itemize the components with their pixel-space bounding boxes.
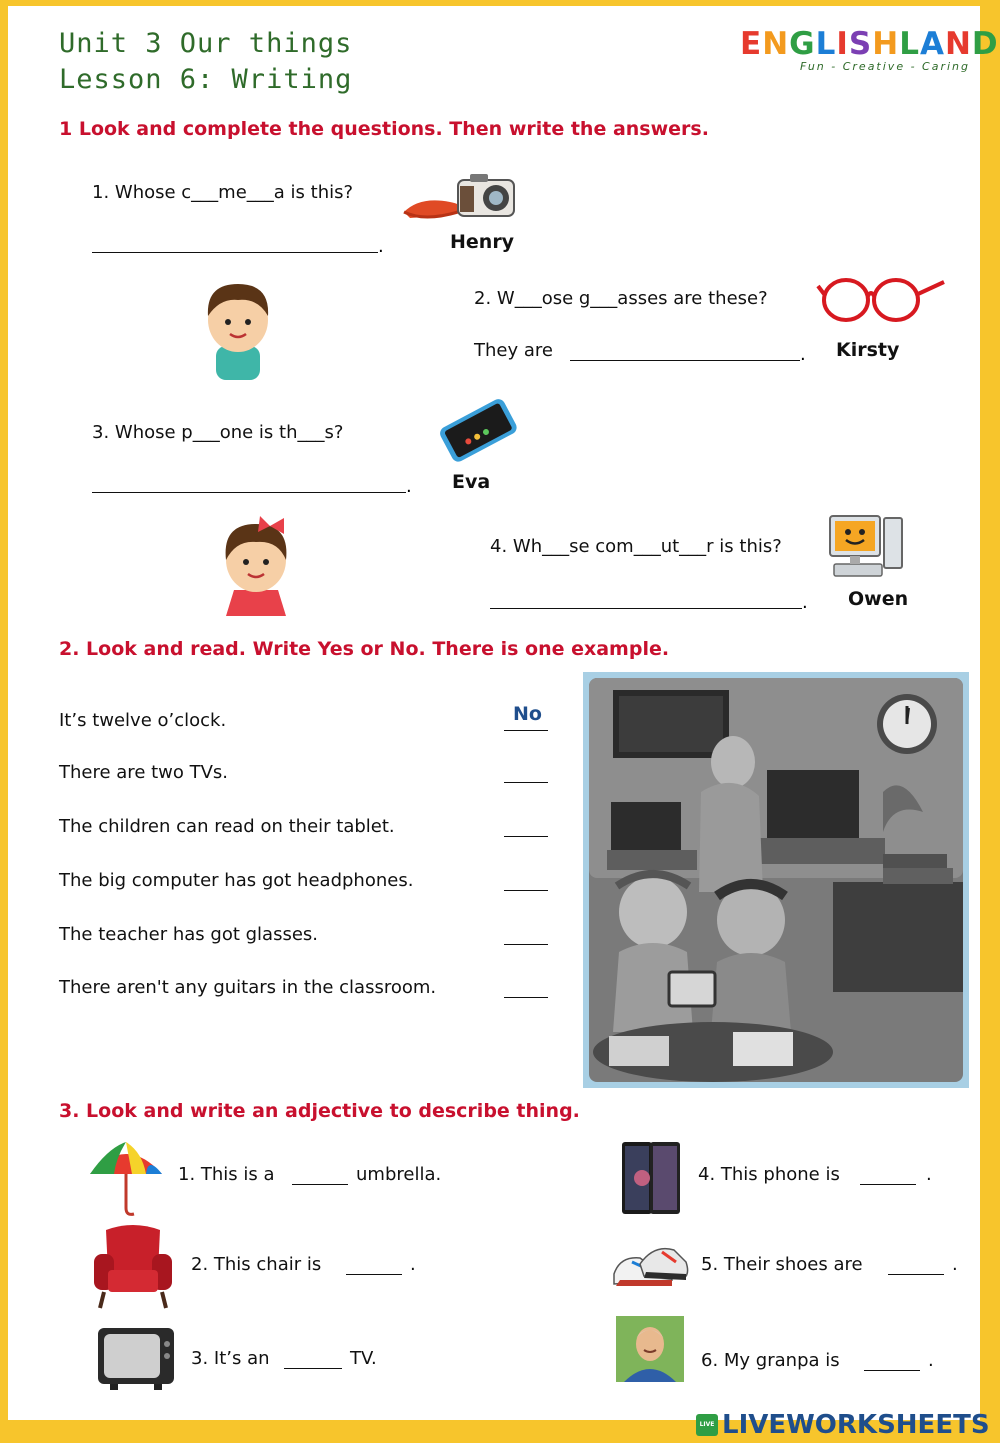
name-kirsty: Kirsty: [836, 339, 900, 361]
classroom-picture: [583, 672, 969, 1088]
computer-icon: [826, 512, 906, 586]
adj-sentence-2-end: .: [410, 1254, 416, 1275]
boy-icon: [198, 276, 278, 380]
adj-sentence-5-start: 5. Their shoes are: [701, 1254, 863, 1275]
adj-sentence-6-start: 6. My granpa is: [701, 1350, 840, 1371]
logo-letter: A: [919, 26, 945, 62]
sneakers-icon: [610, 1234, 690, 1294]
logo-letter: N: [762, 26, 790, 62]
phone-icon: [434, 398, 520, 462]
old-tv-icon: [96, 1324, 176, 1390]
glasses-icon: [814, 268, 948, 328]
question-1: 1. Whose c___me___a is this?: [92, 182, 354, 203]
period: .: [406, 476, 412, 497]
adj-sentence-6-end: .: [928, 1350, 934, 1371]
period: .: [378, 236, 384, 257]
adj-blank-6[interactable]: [864, 1370, 920, 1371]
answer-line-s1: [504, 730, 548, 731]
question-4: 4. Wh___se com___ut___r is this?: [490, 536, 782, 557]
camera-icon: [400, 166, 520, 228]
statement-2: There are two TVs.: [59, 762, 229, 783]
logo-letter: E: [740, 26, 763, 62]
section3-heading: 3. Look and write an adjective to describe thing.: [59, 1100, 580, 1122]
adj-sentence-2-start: 2. This chair is: [191, 1254, 322, 1275]
adj-sentence-3-start: 3. It’s an: [191, 1348, 270, 1369]
grandpa-photo-icon: [616, 1316, 684, 1382]
answer-line-2[interactable]: [570, 360, 800, 361]
logo-letter: D: [971, 26, 999, 62]
logo-letter: L: [899, 26, 920, 62]
answer-line-1[interactable]: [92, 252, 378, 253]
answer-line-s5[interactable]: [504, 944, 548, 945]
unit-title: Unit 3 Our things: [59, 28, 353, 59]
answer-line-s3[interactable]: [504, 836, 548, 837]
adj-sentence-5-end: .: [952, 1254, 958, 1275]
answer-line-3[interactable]: [92, 492, 406, 493]
section2-heading: 2. Look and read. Write Yes or No. There is one example.: [59, 638, 670, 660]
liveworksheets-brand: [696, 1410, 992, 1440]
live-badge-icon: LIVE: [696, 1414, 718, 1436]
name-eva: Eva: [452, 471, 491, 493]
they-are-label: They are: [474, 340, 553, 361]
answer-line-s6[interactable]: [504, 997, 548, 998]
statement-6: There aren't any guitars in the classroom.: [59, 977, 437, 998]
adj-sentence-1-end: umbrella.: [356, 1164, 442, 1185]
question-3: 3. Whose p___one is th___s?: [92, 422, 344, 443]
period: .: [802, 592, 808, 613]
example-answer: No: [513, 703, 542, 725]
logo-wordmark: [740, 26, 999, 62]
englishland-logo: [740, 26, 999, 73]
statement-5: The teacher has got glasses.: [59, 924, 319, 945]
girl-icon: [214, 516, 298, 616]
question-2: 2. W___ose g___asses are these?: [474, 288, 768, 309]
folding-phone-icon: [616, 1138, 686, 1218]
adj-sentence-3-end: TV.: [350, 1348, 377, 1369]
logo-letter: I: [836, 26, 849, 62]
answer-line-4[interactable]: [490, 608, 802, 609]
logo-letter: H: [872, 26, 900, 62]
adj-blank-5[interactable]: [888, 1274, 944, 1275]
logo-letter: S: [848, 26, 873, 62]
adj-sentence-4-start: 4. This phone is: [698, 1164, 840, 1185]
answer-line-s2[interactable]: [504, 782, 548, 783]
name-henry: Henry: [450, 231, 515, 253]
period: .: [800, 344, 806, 365]
logo-tagline: Fun - Creative - Caring: [799, 60, 970, 73]
logo-letter: L: [815, 26, 837, 62]
adj-sentence-4-end: .: [926, 1164, 932, 1185]
lesson-title: Lesson 6: Writing: [59, 64, 353, 95]
logo-letter: N: [944, 26, 972, 62]
answer-line-s4[interactable]: [504, 890, 548, 891]
umbrella-icon: [86, 1138, 166, 1218]
adj-blank-2[interactable]: [346, 1274, 402, 1275]
brand-name: LIVEWORKSHEETS: [722, 1410, 990, 1440]
statement-1: It’s twelve o’clock.: [59, 710, 227, 731]
adj-blank-1[interactable]: [292, 1184, 348, 1185]
worksheet-page: [8, 6, 999, 1420]
statement-3: The children can read on their tablet.: [59, 816, 395, 837]
adj-blank-4[interactable]: [860, 1184, 916, 1185]
armchair-icon: [92, 1220, 174, 1310]
adj-sentence-1-start: 1. This is a: [178, 1164, 275, 1185]
statement-4: The big computer has got headphones.: [59, 870, 414, 891]
name-owen: Owen: [848, 588, 909, 610]
section1-heading: 1 Look and complete the questions. Then write the answers.: [59, 118, 709, 140]
logo-letter: G: [789, 26, 816, 62]
adj-blank-3[interactable]: [284, 1368, 342, 1369]
